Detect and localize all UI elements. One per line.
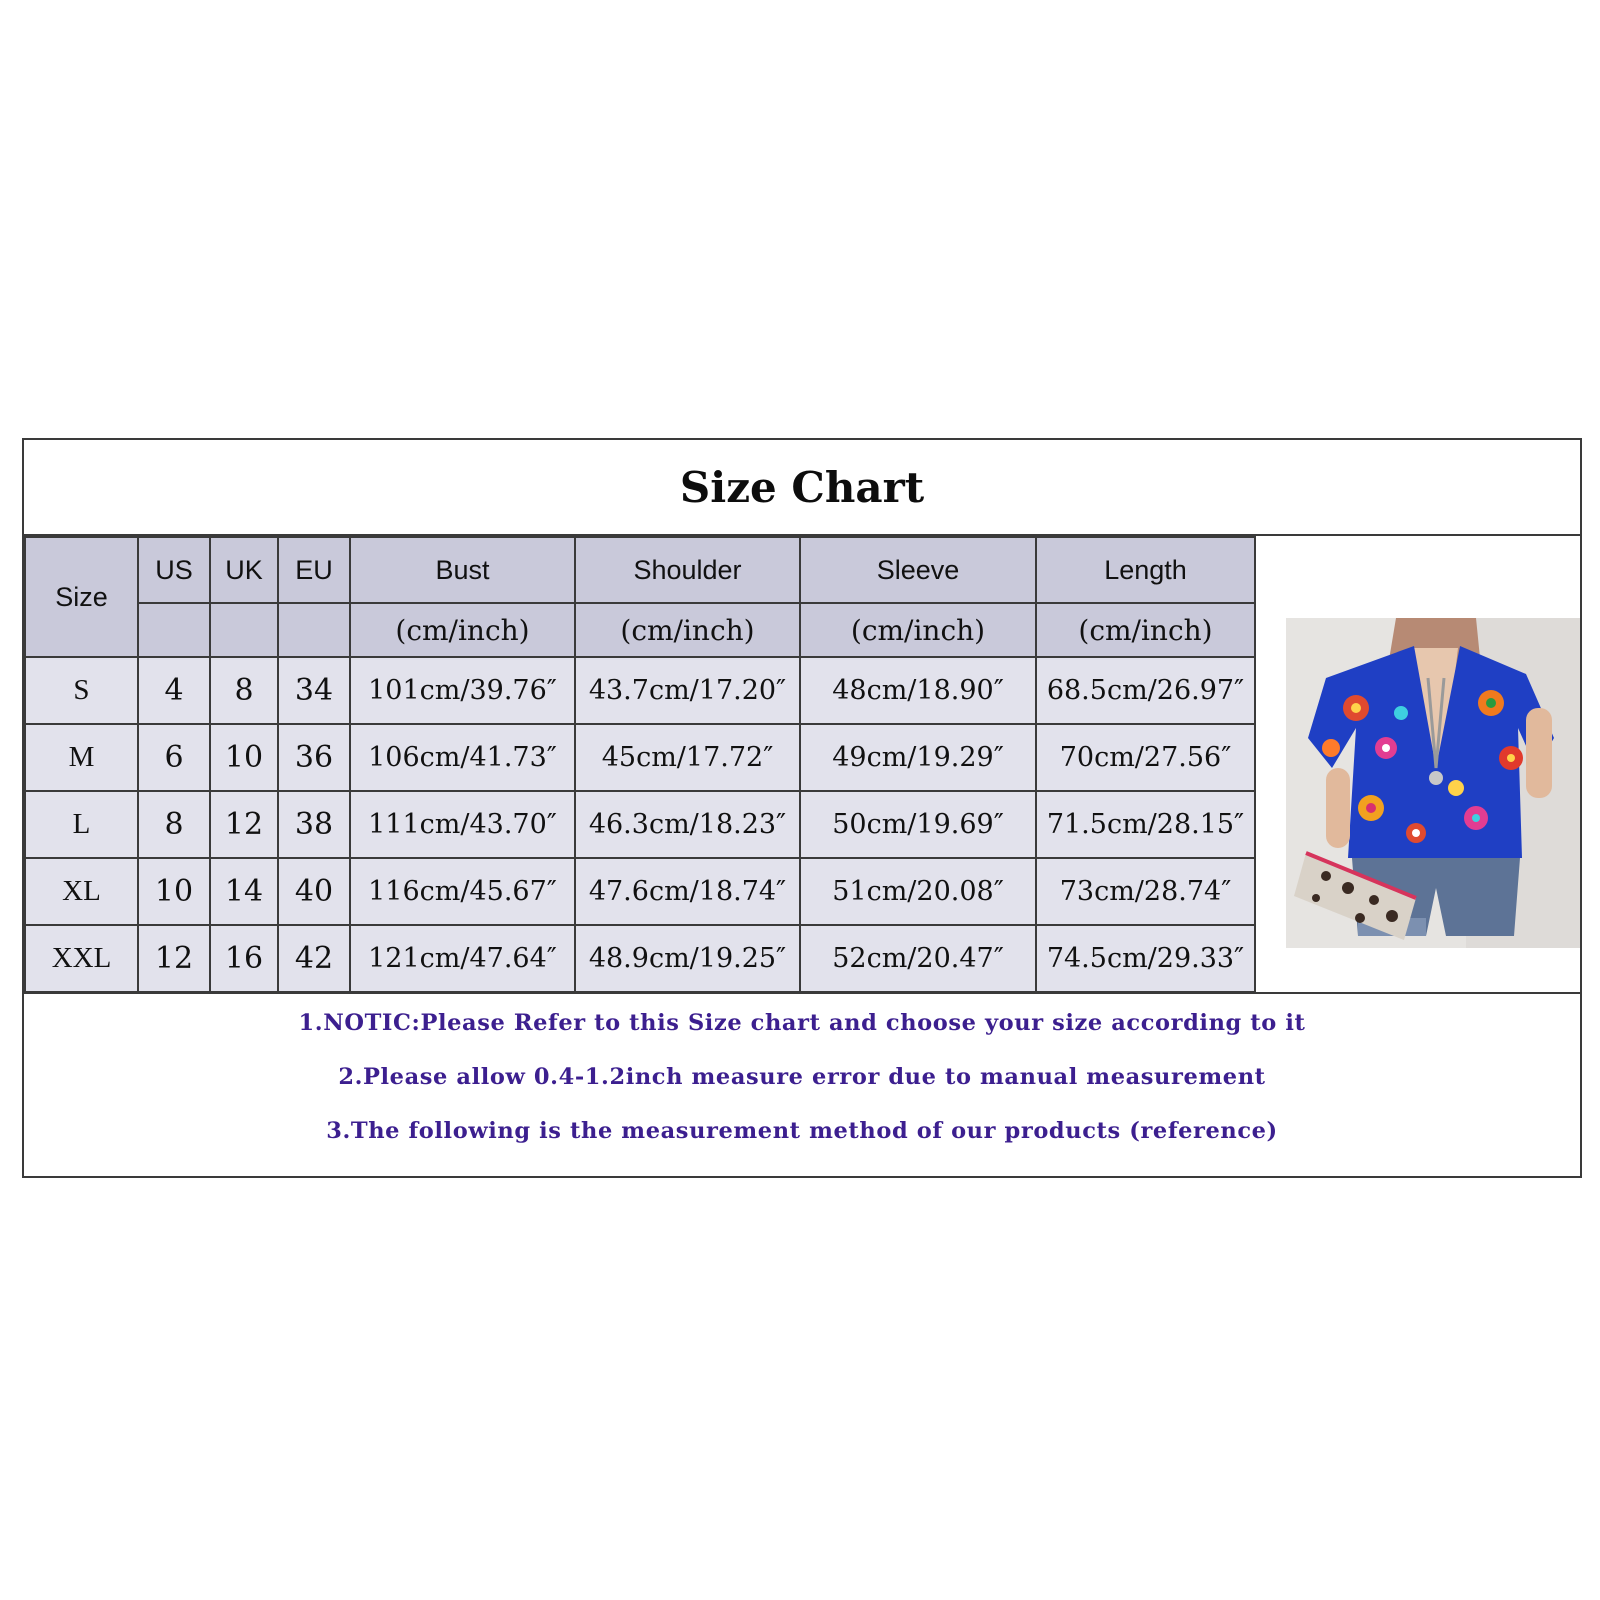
cell-sleeve: 49cm/19.29″ <box>800 724 1036 791</box>
unit-length: (cm/inch) <box>1036 603 1255 657</box>
header-eu: EU <box>278 537 350 603</box>
cell-length: 71.5cm/28.15″ <box>1036 791 1255 858</box>
cell-eu: 42 <box>278 925 350 992</box>
cell-sleeve: 50cm/19.69″ <box>800 791 1036 858</box>
header-sleeve: Sleeve <box>800 537 1036 603</box>
size-chart-frame <box>22 438 1582 1178</box>
cell-shoulder: 47.6cm/18.74″ <box>575 858 800 925</box>
table-row <box>25 657 1255 724</box>
cell-size: M <box>25 724 138 791</box>
cell-bust: 121cm/47.64″ <box>350 925 575 992</box>
header-length: Length <box>1036 537 1255 603</box>
header-us-unit-empty <box>138 603 210 657</box>
cell-size: XL <box>25 858 138 925</box>
note-1: 1.NOTIC:Please Refer to this Size chart and choose your size according to it <box>298 1010 1306 1036</box>
cell-sleeve: 48cm/18.90″ <box>800 657 1036 724</box>
header-us: US <box>138 537 210 603</box>
cell-length: 70cm/27.56″ <box>1036 724 1255 791</box>
cell-uk: 12 <box>210 791 278 858</box>
unit-sleeve: (cm/inch) <box>800 603 1036 657</box>
cell-bust: 116cm/45.67″ <box>350 858 575 925</box>
unit-shoulder: (cm/inch) <box>575 603 800 657</box>
cell-uk: 16 <box>210 925 278 992</box>
page-title: Size Chart <box>24 440 1580 536</box>
cell-length: 74.5cm/29.33″ <box>1036 925 1255 992</box>
cell-length: 68.5cm/26.97″ <box>1036 657 1255 724</box>
cell-shoulder: 48.9cm/19.25″ <box>575 925 800 992</box>
header-bust: Bust <box>350 537 575 603</box>
size-table <box>24 536 1256 993</box>
cell-bust: 106cm/41.73″ <box>350 724 575 791</box>
cell-sleeve: 52cm/20.47″ <box>800 925 1036 992</box>
product-photo <box>1286 618 1580 948</box>
cell-us: 6 <box>138 724 210 791</box>
cell-us: 10 <box>138 858 210 925</box>
model-blouse-image <box>1286 618 1580 948</box>
header-uk-unit-empty <box>210 603 278 657</box>
cell-eu: 34 <box>278 657 350 724</box>
cell-uk: 14 <box>210 858 278 925</box>
cell-shoulder: 45cm/17.72″ <box>575 724 800 791</box>
cell-sleeve: 51cm/20.08″ <box>800 858 1036 925</box>
table-row <box>25 724 1255 791</box>
header-uk: UK <box>210 537 278 603</box>
cell-eu: 36 <box>278 724 350 791</box>
header-shoulder: Shoulder <box>575 537 800 603</box>
cell-size: L <box>25 791 138 858</box>
table-row <box>25 858 1255 925</box>
header-eu-unit-empty <box>278 603 350 657</box>
cell-shoulder: 46.3cm/18.23″ <box>575 791 800 858</box>
cell-shoulder: 43.7cm/17.20″ <box>575 657 800 724</box>
cell-bust: 111cm/43.70″ <box>350 791 575 858</box>
header-size: Size <box>25 537 138 657</box>
notes-section <box>24 992 1580 1178</box>
cell-us: 4 <box>138 657 210 724</box>
cell-length: 73cm/28.74″ <box>1036 858 1255 925</box>
cell-us: 8 <box>138 791 210 858</box>
cell-us: 12 <box>138 925 210 992</box>
cell-bust: 101cm/39.76″ <box>350 657 575 724</box>
table-row <box>25 925 1255 992</box>
note-3: 3.The following is the measurement method of our products (reference) <box>326 1118 1278 1144</box>
unit-bust: (cm/inch) <box>350 603 575 657</box>
note-2: 2.Please allow 0.4-1.2inch measure error due to manual measurement <box>338 1064 1266 1090</box>
cell-eu: 40 <box>278 858 350 925</box>
cell-size: S <box>25 657 138 724</box>
cell-eu: 38 <box>278 791 350 858</box>
cell-uk: 10 <box>210 724 278 791</box>
table-row <box>25 791 1255 858</box>
cell-size: XXL <box>25 925 138 992</box>
cell-uk: 8 <box>210 657 278 724</box>
